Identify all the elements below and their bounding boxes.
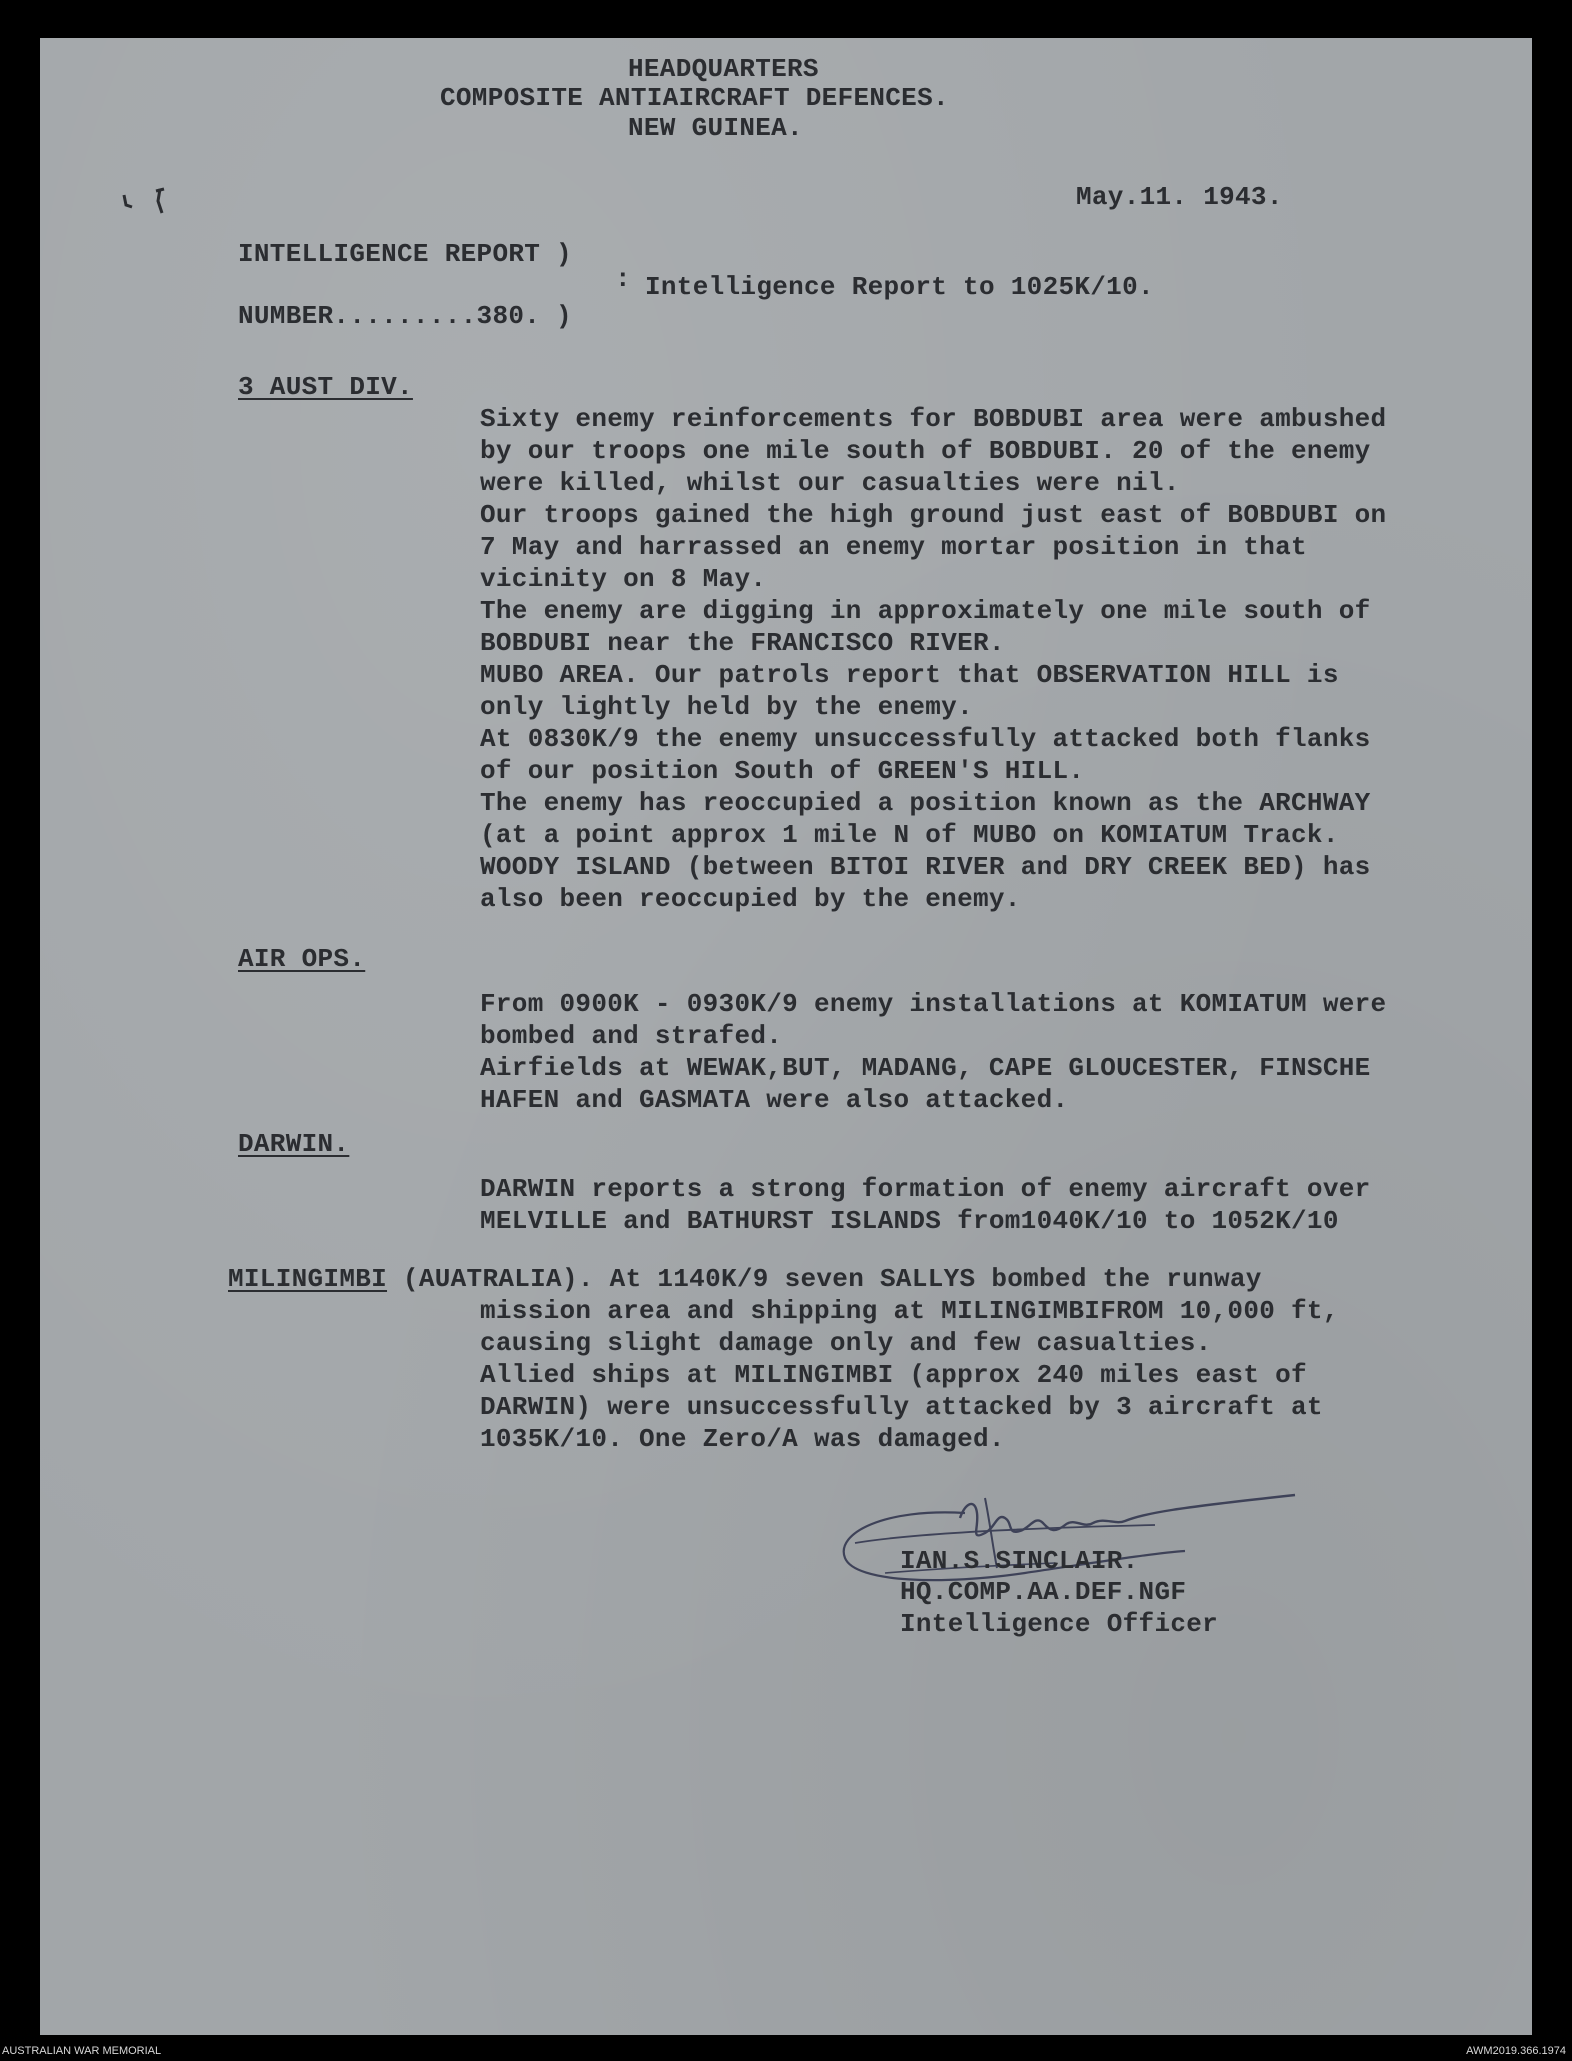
report-number: NUMBER.........380. )	[238, 301, 572, 331]
header-line-1: HEADQUARTERS	[628, 54, 819, 84]
body-line: BOBDUBI near the FRANCISCO RIVER.	[480, 628, 1005, 658]
body-line: The enemy are digging in approximately one mile south of	[480, 596, 1371, 626]
section-body-air-ops	[480, 988, 1550, 1116]
body-line: were killed, whilst our casualties were nil.	[480, 468, 1180, 498]
section-first-line-rest: (AUATRALIA). At 1140K/9 seven SALLYS bombed the runway	[387, 1264, 1262, 1294]
section-body-darwin	[480, 1173, 1550, 1237]
section-body-milingimbi	[480, 1295, 1550, 1455]
body-line: At 0830K/9 the enemy unsuccessfully attacked both flanks	[480, 724, 1371, 754]
body-line: Airfields at WEWAK,BUT, MADANG, CAPE GLOUCESTER, FINSCHE	[480, 1053, 1371, 1083]
header-line-3: NEW GUINEA.	[628, 113, 803, 143]
body-line: mission area and shipping at MILINGIMBIFROM 10,000 ft,	[480, 1296, 1339, 1326]
section-heading-air-ops: AIR OPS.	[238, 944, 366, 974]
body-line: Our troops gained the high ground just east of BOBDUBI on	[480, 500, 1387, 530]
document-page	[40, 38, 1532, 2035]
body-line: The enemy has reoccupied a position known as the ARCHWAY	[480, 788, 1371, 818]
section-heading-milingimbi: MILINGIMBI	[228, 1264, 388, 1294]
body-line: Sixty enemy reinforcements for BOBDUBI area were ambushed	[480, 404, 1387, 434]
signatory-title: Intelligence Officer	[900, 1609, 1219, 1639]
body-line: MELVILLE and BATHURST ISLANDS from1040K/10 to 1052K/10	[480, 1206, 1339, 1236]
archive-credit: AUSTRALIAN WAR MEMORIAL	[2, 2045, 162, 2057]
body-line: vicinity on 8 May.	[480, 564, 767, 594]
body-line: only lightly held by the enemy.	[480, 692, 973, 722]
body-line: causing slight damage only and few casualties.	[480, 1328, 1212, 1358]
body-line: by our troops one mile south of BOBDUBI. 20 of the enemy	[480, 436, 1371, 466]
report-date: May.11. 1943.	[1076, 182, 1283, 212]
signatory-name: IAN.S.SINCLAIR.	[900, 1546, 1139, 1576]
body-line: 7 May and harrassed an enemy mortar position in that	[480, 532, 1307, 562]
section-heading-darwin: DARWIN.	[238, 1129, 350, 1159]
body-line: From 0900K - 0930K/9 enemy installations at KOMIATUM were	[480, 989, 1387, 1019]
body-line: (at a point approx 1 mile N of MUBO on KOMIATUM Track.	[480, 820, 1339, 850]
stray-ink-marks	[120, 183, 210, 223]
body-line: WOODY ISLAND (between BITOI RIVER and DRY CREEK BED) has	[480, 852, 1371, 882]
body-line: 1035K/10. One Zero/A was damaged.	[480, 1424, 1005, 1454]
body-line: MUBO AREA. Our patrols report that OBSERVATION HILL is	[480, 660, 1339, 690]
section-heading-3-aust-div: 3 AUST DIV.	[238, 372, 413, 402]
report-title: INTELLIGENCE REPORT )	[238, 239, 572, 269]
body-line: of our position South of GREEN'S HILL.	[480, 756, 1085, 786]
body-line: DARWIN reports a strong formation of enemy aircraft over	[480, 1174, 1371, 1204]
header-line-2: COMPOSITE ANTIAIRCRAFT DEFENCES.	[440, 83, 949, 113]
body-line: DARWIN) were unsuccessfully attacked by 3 aircraft at	[480, 1392, 1323, 1422]
signatory-unit: HQ.COMP.AA.DEF.NGF	[900, 1577, 1187, 1607]
report-reference: Intelligence Report to 1025K/10.	[645, 272, 1154, 302]
body-line: bombed and strafed.	[480, 1021, 783, 1051]
body-line: Allied ships at MILINGIMBI (approx 240 miles east of	[480, 1360, 1307, 1390]
section-body-3-aust-div	[480, 403, 1550, 915]
report-colon: :	[615, 264, 631, 294]
body-line: HAFEN and GASMATA were also attacked.	[480, 1085, 1069, 1115]
archive-reference: AWM2019.366.1974	[1466, 2045, 1566, 2057]
body-line: also been reoccupied by the enemy.	[480, 884, 1021, 914]
section-first-line-milingimbi	[228, 1263, 1262, 1295]
